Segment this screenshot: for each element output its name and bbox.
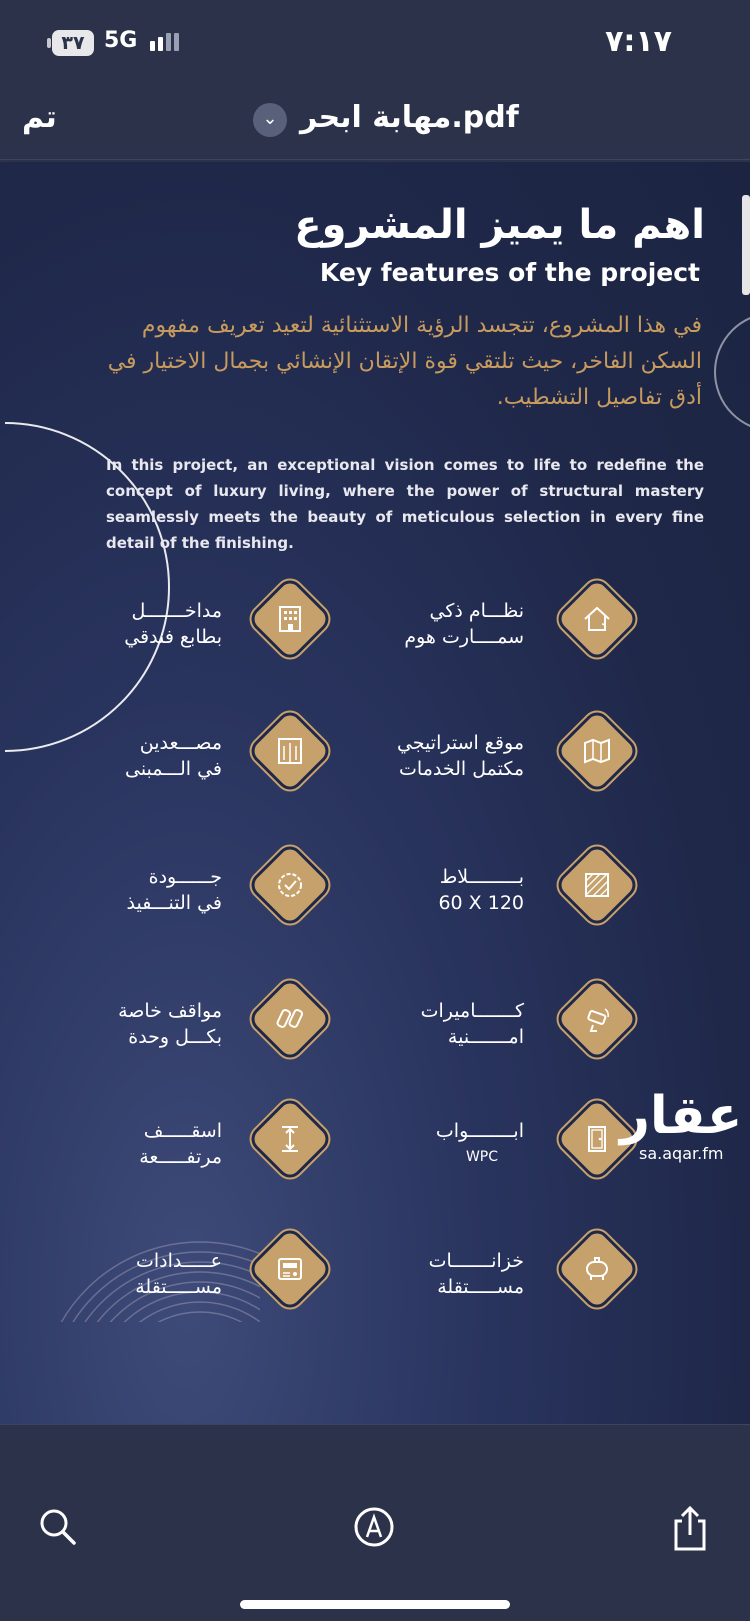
feature-line2: مكتمل الخدمات [399, 758, 524, 780]
done-button[interactable]: تم [22, 100, 57, 135]
intro-english: In this project, an exceptional vision comes to life to redefine the concept of luxury living, where the power of structural mastery seamlessly meets the beauty of meticulous selection in every fine detail of the finishing. [106, 456, 704, 552]
feature-item [253, 848, 327, 938]
quality-badge-icon [274, 869, 306, 901]
search-icon[interactable] [36, 1505, 86, 1555]
feature-line1: ابــــــــواب [435, 1120, 524, 1142]
feature-item [253, 714, 327, 804]
feature-item [560, 1232, 634, 1322]
building-icon [274, 603, 306, 635]
feature-line1: مداخـــــــل [131, 600, 222, 622]
watermark-url: sa.aqar.fm [639, 1144, 724, 1163]
intro-arabic: في هذا المشروع، تتجسد الرؤية الاستثنائية لتعيد تعريف مفهوم السكن الفاخر، حيث تلتقي قوة الإتقان الإنشائي بجمال الاختيار في أدق تفاصيل التشطيب. [107, 313, 702, 410]
pdf-page[interactable] [0, 162, 750, 1424]
feature-line1: جــــــودة [148, 866, 222, 888]
battery-indicator: ٣٧ [52, 30, 94, 56]
scroll-indicator[interactable] [742, 195, 750, 295]
aqar-watermark [620, 1088, 742, 1163]
feature-item [253, 582, 327, 672]
share-icon[interactable] [668, 1505, 718, 1555]
feature-item [560, 714, 634, 804]
title-english: Key features of the project [319, 258, 700, 287]
decorative-arc-right [714, 312, 750, 432]
next-page-gap [0, 1424, 750, 1476]
feature-line1: كـــــــاميرات [420, 1000, 524, 1022]
feature-line2: WPC [465, 1149, 498, 1165]
feature-line2: امـــــــنية [447, 1026, 524, 1048]
clock: ٧:١٧ [605, 24, 672, 59]
feature-line1: موقع استراتيجي [396, 732, 524, 754]
feature-line2: مســـــتقلة [437, 1276, 524, 1298]
door-icon [581, 1123, 613, 1155]
feature-item [253, 1102, 327, 1192]
parking-icon [274, 1003, 306, 1035]
network-type: 5G [104, 28, 138, 53]
elevator-icon [274, 735, 306, 767]
meter-icon [274, 1253, 306, 1285]
title-arabic: اهم ما يميز المشروع [294, 202, 705, 248]
feature-line2: بطابع فندقي [124, 626, 222, 648]
battery-tip [47, 38, 51, 48]
feature-line1: خزانـــــــات [428, 1250, 524, 1272]
home-indicator[interactable] [240, 1600, 510, 1609]
feature-line1: مصـــعدين [139, 732, 222, 754]
water-tank-icon [581, 1253, 613, 1285]
feature-line2: مرتفـــــعة [139, 1146, 222, 1168]
feature-line1: عـــــدادات [135, 1250, 222, 1272]
smart-home-icon [581, 603, 613, 635]
map-icon [581, 735, 613, 767]
chevron-down-icon[interactable]: ⌄ [253, 103, 287, 137]
feature-line2: بكـــل وحدة [128, 1026, 222, 1048]
feature-line2: سمــــارت هوم [404, 626, 524, 648]
feature-line2: في الـــمبنى [124, 758, 222, 780]
feature-line2: في التنـــفيذ [126, 892, 222, 914]
feature-item [253, 1232, 327, 1322]
document-title[interactable]: مهابة ابحر.pdf [300, 100, 519, 135]
feature-item [560, 982, 634, 1072]
feature-item [253, 982, 327, 1072]
feature-line1: اسقـــــف [143, 1120, 222, 1142]
signal-icon [150, 32, 182, 51]
markup-icon[interactable] [352, 1505, 402, 1555]
feature-line1: بـــــــــلاط [439, 866, 524, 888]
feature-item [560, 582, 634, 672]
tiles-icon [581, 869, 613, 901]
feature-line1: مواقف خاصة [118, 1000, 222, 1022]
feature-line2: مســـــتقلة [135, 1276, 222, 1298]
feature-line2: 60 X 120 [438, 892, 524, 914]
camera-icon [581, 1003, 613, 1035]
feature-line1: نظـــام ذكي [429, 600, 524, 622]
status-bar [0, 0, 750, 90]
ceiling-height-icon [274, 1123, 306, 1155]
watermark-logo: عقار [620, 1086, 743, 1146]
navigation-bar [0, 90, 750, 160]
feature-item [560, 848, 634, 938]
